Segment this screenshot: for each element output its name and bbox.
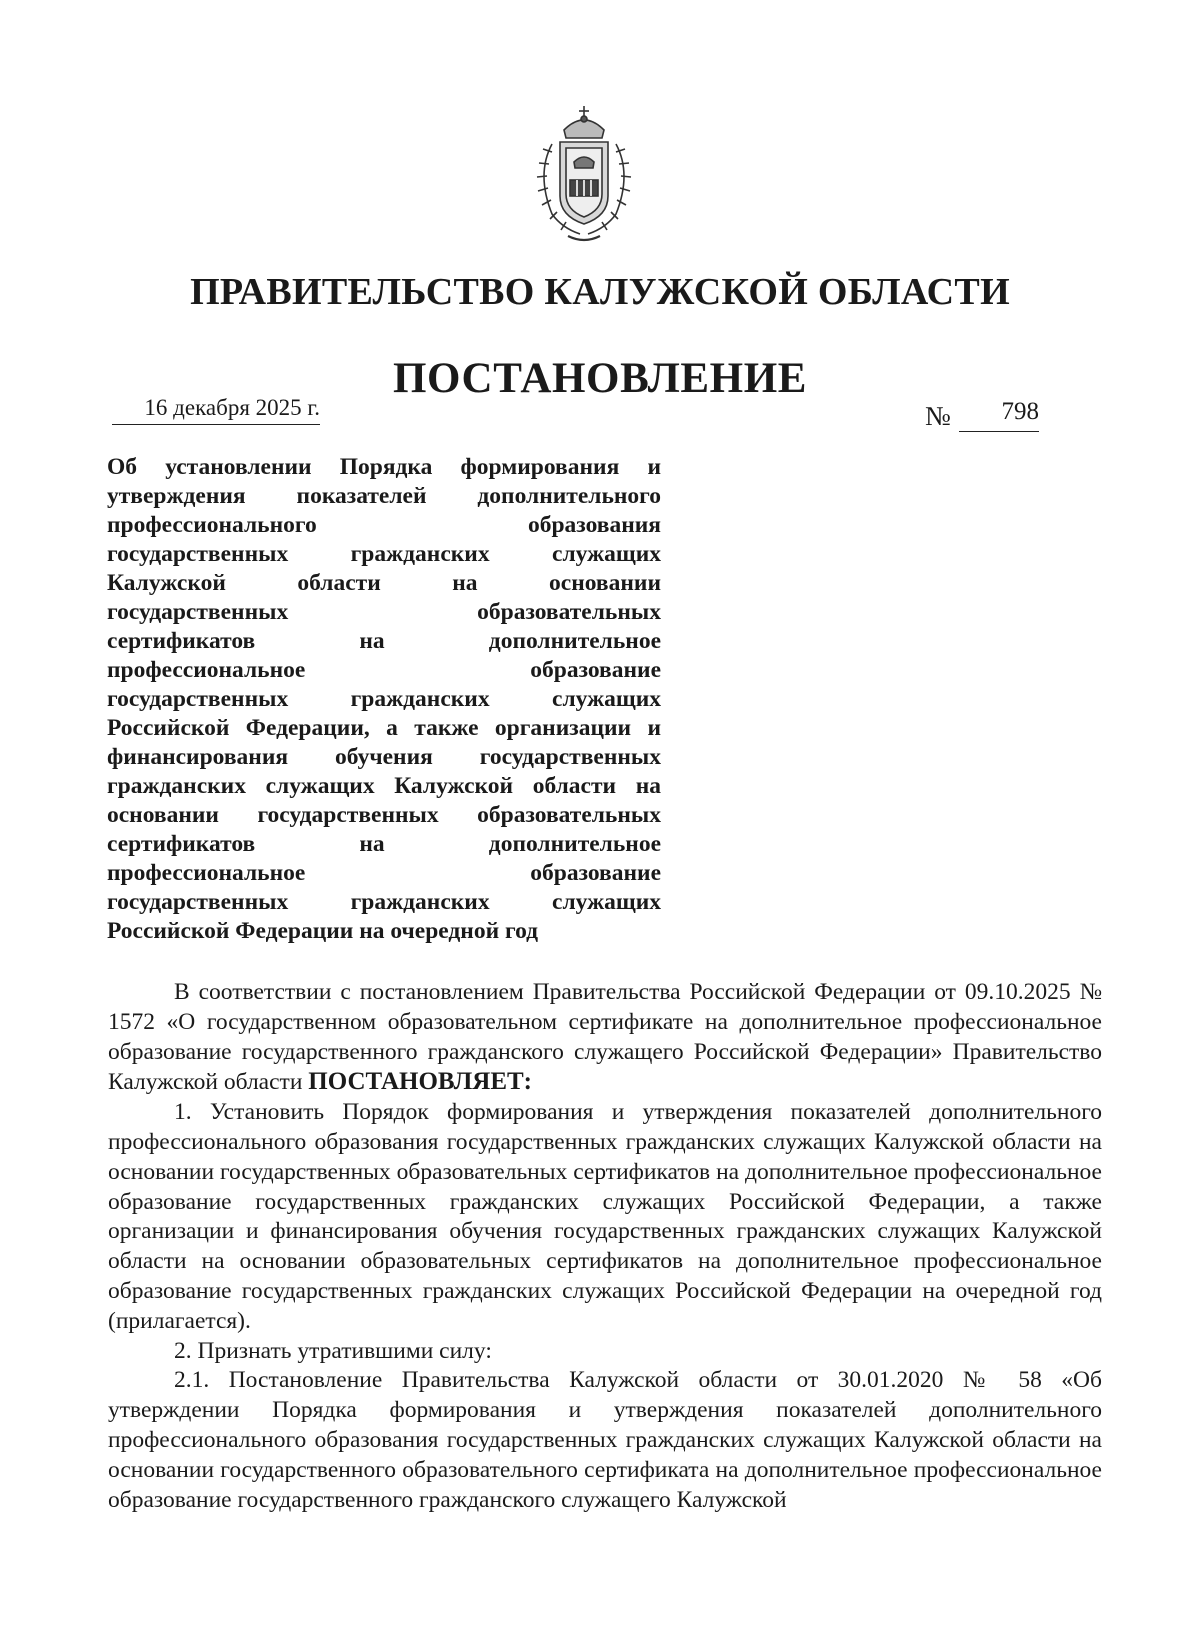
subject-line: финансирования обучения государственных — [107, 744, 661, 770]
subject-line: профессионального образования — [107, 512, 661, 538]
subject-line: государственных гражданских служащих — [107, 889, 661, 915]
number-sign: № — [925, 401, 951, 431]
preamble-paragraph — [108, 978, 1102, 1098]
document-number-field — [925, 400, 1039, 438]
document-body — [108, 978, 1102, 1515]
subject-line: Российской Федерации, а также организации и — [107, 715, 661, 741]
paragraph-item-2-1: 2.1. Постановление Правительства Калужской области от 30.01.2020 № 58 «Об утверждении Порядка формирования и утверждения показателей дополнительного профессионального образования государственных гражданских служащих Калужской области на основании государственного образовательного сертификата на дополнительное профессиональное образование государственного гражданского служащего Калужской — [108, 1367, 1102, 1513]
subject-line: государственных гражданских служащих — [107, 541, 661, 567]
subject-line: Об установлении Порядка формирования и — [107, 454, 661, 480]
subject-line: основании государственных образовательных — [107, 802, 661, 828]
document-number: 798 — [959, 396, 1039, 432]
subject-line: государственных гражданских служащих — [107, 686, 661, 712]
subject-line: Российской Федерации на очередной год — [107, 918, 539, 944]
resolves-keyword: ПОСТАНОВЛЯЕТ: — [308, 1068, 532, 1096]
document-date: 16 декабря 2025 г. — [112, 394, 320, 425]
subject-line: гражданских служащих Калужской области на — [107, 773, 661, 799]
subject-line: профессиональное образование — [107, 657, 661, 683]
document-type-title: ПОСТАНОВЛЕНИЕ — [392, 355, 808, 402]
subject-line: сертификатов на дополнительное — [107, 831, 661, 857]
subject-line: профессиональное образование — [107, 860, 661, 886]
document-subject — [107, 453, 661, 946]
subject-line: государственных образовательных — [107, 599, 661, 625]
subject-line: Калужской области на основании — [107, 570, 661, 596]
preamble-text: В соответствии с постановлением Правительства Российской Федерации от 09.10.2025 № 1572 «О государственном образовательном сертификате на дополнительное профессиональное образование государственного гражданского служащего Российской Федерации» Правительство Калужской области — [108, 979, 1102, 1096]
subject-line: сертификатов на дополнительное — [107, 628, 661, 654]
subject-line: утверждения показателей дополнительного — [107, 483, 661, 509]
paragraph-item-1: 1. Установить Порядок формирования и утверждения показателей дополнительного профессионального образования государственных гражданских служащих Калужской области на основании государственных образовательных сертификатов на дополнительное профессиональное образование государственных гражданских служащих Российской Федерации, а также организации и финансирования обучения государственных гражданских служащих Калужской области на основании образовательных сертификатов на дополнительное профессиональное образование государственных гражданских служащих Российской Федерации на очередной год (прилагается). — [108, 1099, 1102, 1334]
government-title: ПРАВИТЕЛЬСТВО КАЛУЖСКОЙ ОБЛАСТИ — [190, 271, 1010, 313]
coat-of-arms-icon — [522, 104, 646, 244]
paragraph-item-2: 2. Признать утратившими силу: — [174, 1337, 492, 1364]
